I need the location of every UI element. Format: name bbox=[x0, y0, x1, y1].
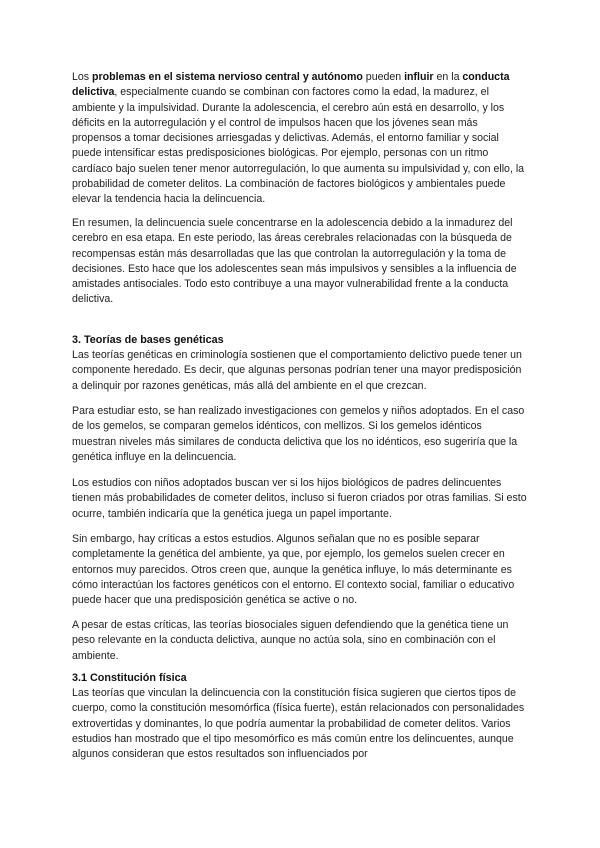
section-3-paragraph-4: Sin embargo, hay críticas a estos estudios. Algunos señalan que no es posible separar completamente la genética del ambiente, ya que, por ejemplo, los gemelos suelen crecer en entornos muy parecidos. Otros creen que, aunque la genética influye, lo más determinante es cómo interactúan los factores genéticos con el entorno. El contexto social, familiar o educativo puede hacer que una predisposición genética se active o no. bbox=[72, 533, 515, 607]
text-run: Los bbox=[72, 71, 93, 83]
section-3-paragraph-1: Las teorías genéticas en criminología sostienen que el comportamiento delictivo puede tener un componente heredado. Es decir, que algunas personas podrían tener una mayor predisposición a delinquir por razones genéticas, más allá del ambiente en el que crezcan. bbox=[72, 349, 522, 392]
intro-paragraph-2: En resumen, la delincuencia suele concentrarse en la adolescencia debido a la inmadurez del cerebro en esa etapa. En este periodo, las áreas cerebrales relacionadas con la búsqueda de recompensas están más desarrolladas que las que controlan la autorregulación y la toma de decisiones. Esto hace que los adolescentes sean más impulsivos y sensibles a la influencia de amistades antisociales. Todo esto contribuye a una mayor vulnerabilidad frente a la conducta delictiva. bbox=[72, 217, 517, 306]
text-run: en la bbox=[433, 71, 463, 83]
section-3-paragraph-5: A pesar de estas críticas, las teorías biosociales siguen defendiendo que la genética tiene un peso relevante en la conducta delictiva, aunque no actúa sola, sino en combinación con el ambiente. bbox=[72, 619, 509, 662]
bold-term: conducta delictiva bbox=[72, 71, 510, 99]
intro-paragraph-1 bbox=[72, 70, 528, 208]
section-3-paragraph-3: Los estudios con niños adoptados buscan ver si los hijos biológicos de padres delincuentes tienen más probabilidades de cometer delitos, incluso si fueron criados por otras familias. Si esto ocurre, también indicaría que la genética juega un papel importante. bbox=[72, 477, 527, 520]
text-run: , especialmente cuando se combinan con factores como la edad, la madurez, el ambiente y la impulsividad. Durante la adolescencia, el cerebro aún está en desarrollo, y los déficits en la autorregulación y el control de impulsos hacen que los jóvenes sean más propensos a tomar decisiones arriesgadas y delictivas. Además, el entorno familiar y social puede intensificar estas predisposiciones biológicas. Por ejemplo, personas con un ritmo cardíaco bajo suelen tener menor autorregulación, lo que aumenta su impulsividad y, con ello, la probabilidad de cometer delitos. La combinación de factores biológicos y ambientales puede elevar la tendencia hacia la delincuencia. bbox=[72, 86, 525, 206]
section-3-1-paragraph-1: Las teorías que vinculan la delincuencia con la constitución física sugieren que ciertos tipos de cuerpo, como la constitución mesomórfica (física fuerte), están relacionados con personalidades extrovertidas y dominantes, lo que podría aumentar la probabilidad de cometer delitos. Varios estudios han mostrado que el tipo mesomórfico es más común entre los delincuentes, aunque algunos consideran que estos resultados son influenciados por bbox=[72, 687, 525, 761]
section-3-paragraph-2: Para estudiar esto, se han realizado investigaciones con gemelos y niños adoptados. En el caso de los gemelos, se comparan gemelos idénticos, con mellizos. Si los gemelos idénticos muestran niveles más similares de conducta delictiva que los no idénticos, eso sugeriría que la genética influye en la delincuencia. bbox=[72, 405, 525, 463]
bold-term: problemas en el sistema nervioso central y autónomo bbox=[92, 71, 363, 83]
text-run: pueden bbox=[362, 71, 405, 83]
bold-term: influir bbox=[404, 71, 434, 83]
section-3-1-heading: 3.1 Constitución física bbox=[72, 672, 187, 684]
section-3-heading: 3. Teorías de bases genéticas bbox=[72, 334, 224, 346]
